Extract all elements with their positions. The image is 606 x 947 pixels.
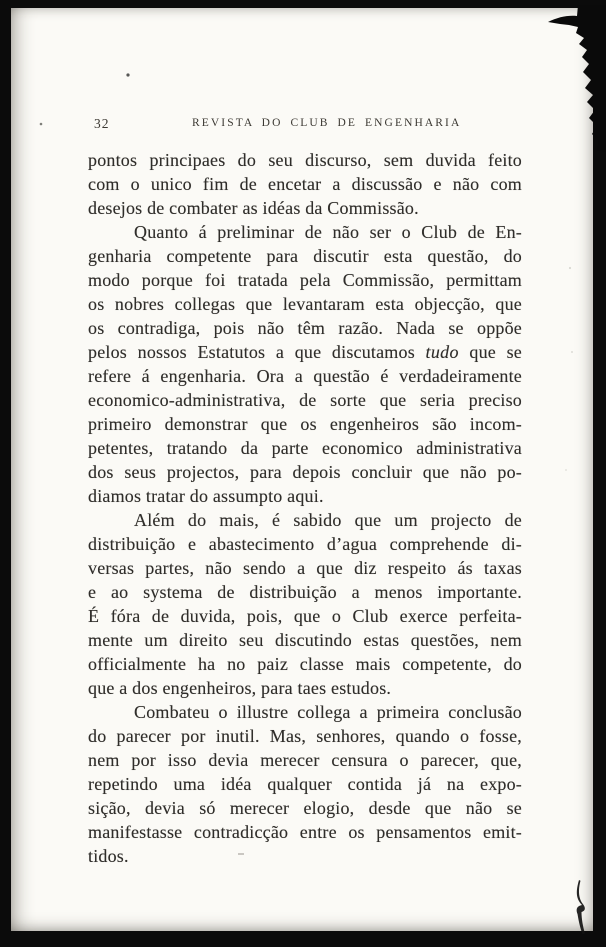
text-line: com o unico fim de encetar a discussão e não com [88,174,522,194]
scan-border-bottom [0,931,606,947]
text-line: desejos de combater as idéas da Commissão. [88,198,419,218]
text-line: pontos principaes do seu discurso, sem duvida feito [88,150,522,170]
text-line: diamos tratar do assumpto aqui. [88,486,324,506]
text-line: refere á engenharia. Ora a questão é verdadeiramente [88,366,522,386]
text-line: Além do mais, é sabido que um projecto de [134,510,522,530]
page-number: 32 [94,116,110,131]
paper-sheet [11,8,593,931]
journal-title: REVISTA DO CLUB DE ENGENHARIA [192,117,462,129]
text-line: versas partes, não sendo a que diz respeito ás taxas [88,558,522,578]
text-line: repetindo uma idéa qualquer contida já na expo- [88,774,522,794]
text-line: officialmente ha no paiz classe mais competente, do [88,654,522,674]
scan-border-right [593,0,606,947]
page-text [88,148,522,868]
text-line: nem por isso devia merecer censura o parecer, que, [88,750,522,770]
text-line: genharia competente para discutir esta questão, do [88,246,522,266]
scan-border-top [0,0,606,8]
text-line: os contradiga, pois não têm razão. Nada se oppõe [88,318,522,338]
text-line: manifestasse contradicção entre os pensamentos emit- [88,822,522,842]
scan-border-left [0,0,11,947]
text-line: modo porque foi tratada pela Commissão, permittam [88,270,522,290]
text-line: primeiro demonstrar que os engenheiros são incom- [88,414,522,434]
text-line: É fóra de duvida, pois, que o Club exerce perfeita- [88,606,522,626]
text-line: distribuição e abastecimento d’agua comprehende di- [88,534,522,554]
text-line: Combateu o illustre collega a primeira conclusão [134,702,522,722]
text-line: Quanto á preliminar de não ser o Club de En- [134,222,522,242]
running-head [88,114,548,136]
text-line: tidos. [88,846,129,866]
text-line: dos seus projectos, para depois concluir que não po- [88,462,522,482]
text-line: que a dos engenheiros, para taes estudos. [88,678,392,698]
text-line: petentes, tratando da parte economico administrativa [88,438,522,458]
text-line: pelos nossos Estatutos a que discutamos tudo que se [88,342,522,362]
text-line: do parecer por inutil. Mas, senhores, quando o fosse, [88,726,522,746]
text-line: sição, devia só merecer elogio, desde que não se [88,798,522,818]
text-line: e ao systema de distribuição a menos importante. [88,582,522,602]
text-line: os nobres collegas que levantaram esta objecção, que [88,294,522,314]
text-line: mente um direito seu discutindo estas questões, nem [88,630,522,650]
text-line: economico-administrativa, de sorte que seria preciso [88,390,522,410]
